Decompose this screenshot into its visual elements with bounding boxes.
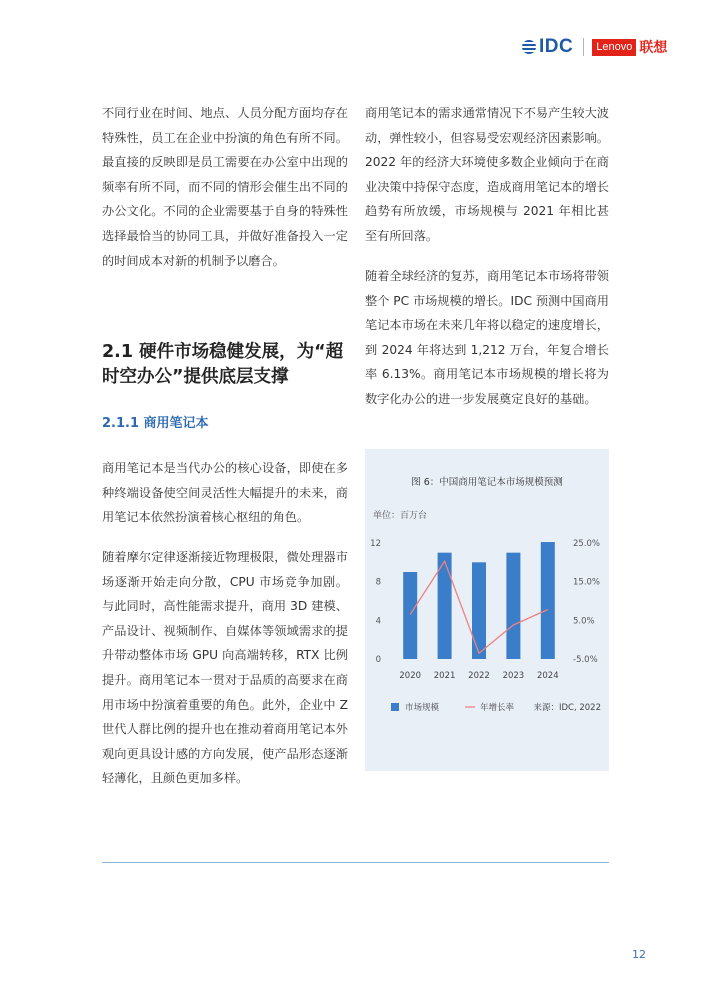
legend-bar-label: 市场规模 bbox=[405, 703, 440, 713]
chart-title: 图 6：中国商用笔记本市场规模预测 bbox=[411, 477, 563, 488]
bar-2020 bbox=[403, 572, 417, 659]
left-paragraph-1: 不同行业在时间、地点、人员分配方面均存在特殊性，员工在企业中扮演的角色有所不同。最直接的反映即是员工需要在办公室中出现的频率有所不同，而不同的情形会催生出不同的办公文化。不同的企业需要基于自身的特殊性选择最恰当的协同工具，并做好准备投入一定的时间成本对新的机制予以磨合。 bbox=[102, 106, 348, 268]
chart-unit-label: 单位：百万台 bbox=[373, 511, 428, 521]
page-number: 12 bbox=[632, 948, 646, 961]
x-axis-tick-label: 2023 bbox=[502, 671, 525, 681]
idc-logo-text: IDC bbox=[539, 36, 574, 57]
right-axis-tick-label: -5.0% bbox=[573, 655, 598, 665]
right-paragraph-1-wrap bbox=[365, 101, 609, 249]
header-logos bbox=[522, 37, 667, 57]
left-paragraph-3: 随着摩尔定律逐渐接近物理极限，微处理器市场逐渐开始走向分散，CPU 市场竞争加剧。与此同时，高性能需求提升，商用 3D 建模、产品设计、视频制作、自媒体等领域需求的提升带动整体市场 GPU 向高端转移，RTX 比例提升。商用笔记本一贯对于品质的高要求在商用市场中扮演着重要的角色。此外，企业中 Z 世代人群比例的提升也在推动着商用笔记本外观向更具设计感的方向发展，使产品形态逐渐轻薄化，且颜色更加多样。 bbox=[102, 550, 348, 786]
left-paragraph-1-wrap bbox=[102, 101, 348, 273]
x-axis-tick-label: 2022 bbox=[468, 671, 490, 681]
legend-line-label: 年增长率 bbox=[480, 703, 515, 713]
left-paragraph-2: 商用笔记本是当代办公的核心设备，即使在多种终端设备使空间灵活性大幅提升的未来，商用笔记本依然扮演着核心枢纽的角色。 bbox=[102, 461, 348, 525]
subsection-heading-2-1-1: 2.1.1 商用笔记本 bbox=[102, 416, 209, 431]
left-axis-tick-label: 8 bbox=[375, 577, 381, 588]
idc-globe-icon bbox=[522, 40, 536, 54]
left-axis-tick-label: 12 bbox=[370, 539, 381, 549]
bottom-divider bbox=[102, 862, 609, 863]
legend-bar-swatch bbox=[391, 703, 399, 711]
idc-logo bbox=[522, 36, 573, 58]
lianxiang-logo: 联想 bbox=[639, 40, 668, 56]
x-axis-tick-label: 2021 bbox=[433, 671, 456, 681]
right-paragraph-2: 随着全球经济的复苏，商用笔记本市场将带领整个 PC 市场规模的增长。IDC 预测中国商用笔记本市场在未来几年将以稳定的速度增长，到 2024 年将达到 1,212 万台，年复合增长率 6.13%。商用笔记本市场规模的增长将为数字化办公的进一步发展奠定良好的基础。 bbox=[365, 269, 609, 406]
section-heading-2-1: 2.1 硬件市场稳健发展，为“超时空办公”提供底层支撑 bbox=[102, 342, 344, 387]
right-axis-tick-label: 25.0% bbox=[573, 539, 601, 549]
right-axis-tick-label: 15.0% bbox=[573, 577, 601, 588]
market-size-chart bbox=[365, 449, 609, 771]
bar-2024 bbox=[541, 542, 555, 659]
bar-2022 bbox=[472, 562, 486, 659]
left-axis-tick-label: 4 bbox=[375, 616, 381, 627]
right-axis-tick-label: 5.0% bbox=[573, 616, 595, 627]
chart-source: 来源：IDC, 2022 bbox=[533, 703, 601, 713]
lenovo-logo: Lenovo bbox=[592, 39, 636, 56]
x-axis-tick-label: 2024 bbox=[536, 671, 559, 681]
right-paragraph-2-wrap bbox=[365, 264, 609, 412]
logo-divider bbox=[583, 38, 584, 56]
right-paragraph-1: 商用笔记本的需求通常情况下不易产生较大波动，弹性较小，但容易受宏观经济因素影响。2022 年的经济大环境使多数企业倾向于在商业决策中持保守态度，造成商用笔记本的增长趋势有所放缓，市场规模与 2021 年相比甚至有所回落。 bbox=[365, 106, 609, 243]
bar-2023 bbox=[506, 553, 520, 659]
x-axis-tick-label: 2020 bbox=[399, 671, 422, 681]
left-paragraph-2-wrap bbox=[102, 456, 348, 530]
left-axis-tick-label: 0 bbox=[375, 655, 381, 665]
left-paragraph-3-wrap bbox=[102, 545, 348, 791]
chart-panel bbox=[365, 449, 609, 771]
